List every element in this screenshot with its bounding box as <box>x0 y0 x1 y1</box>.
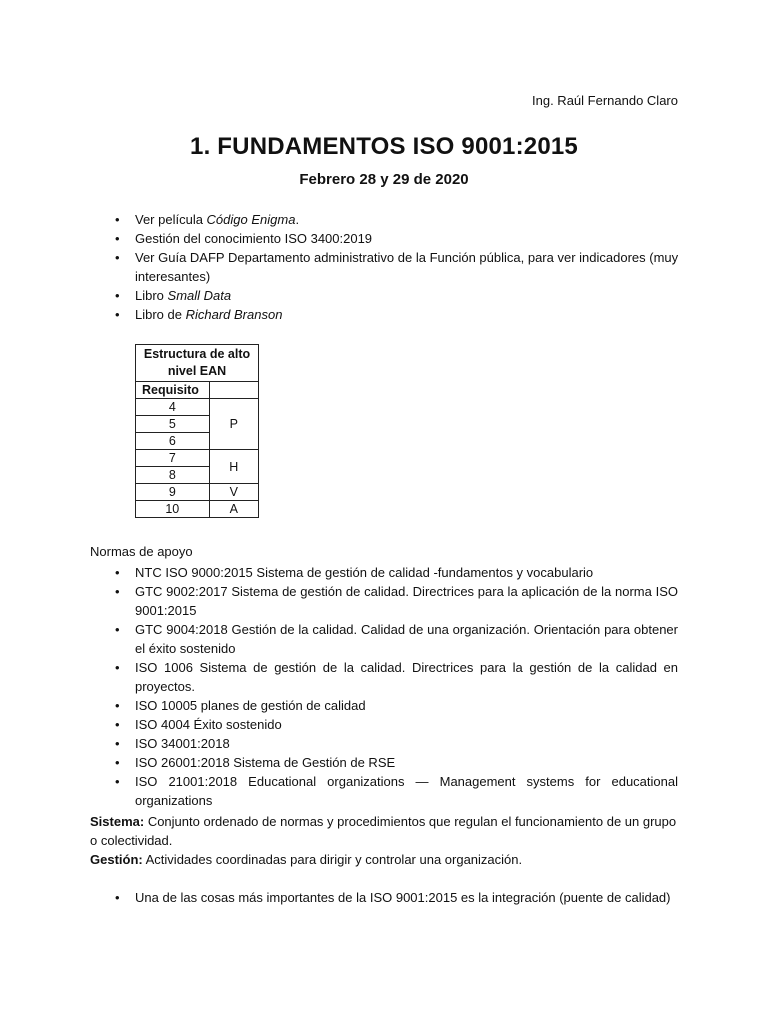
list-item: • Ver película Código Enigma. <box>90 210 680 229</box>
list-item: • GTC 9004:2018 Gestión de la calidad. Calidad de una organización. Orientación para obtener el éxito sostenido <box>90 620 678 658</box>
phase-cell: V <box>209 484 258 501</box>
phase-cell: H <box>209 450 258 484</box>
list-item: • Gestión del conocimiento ISO 3400:2019 <box>90 229 680 248</box>
ean-structure-table <box>135 344 259 518</box>
table-cell: 4 <box>136 399 210 416</box>
list-item: • NTC ISO 9000:2015 Sistema de gestión de calidad -fundamentos y vocabulario <box>90 563 678 582</box>
table-cell: 9 <box>136 484 210 501</box>
list-item: • ISO 34001:2018 <box>90 734 678 753</box>
table-header: Estructura de alto nivel EAN <box>136 345 259 382</box>
definitions <box>90 812 680 869</box>
requisito-label: Requisito <box>136 382 210 399</box>
list-item: • ISO 1006 Sistema de gestión de la calidad. Directrices para la gestión de la calidad en proyectos. <box>90 658 678 696</box>
list-item: • Libro de Richard Branson <box>90 305 680 324</box>
table-cell: 6 <box>136 433 210 450</box>
table-cell: 8 <box>136 467 210 484</box>
list-item: • Ver Guía DAFP Departamento administrativo de la Función pública, para ver indicadores (muy interesantes) <box>90 248 680 286</box>
page-title: 1. FUNDAMENTOS ISO 9001:2015 <box>190 133 578 160</box>
list-item: • ISO 10005 planes de gestión de calidad <box>90 696 678 715</box>
author-line: Ing. Raúl Fernando Claro <box>532 93 678 108</box>
intro-bullet-list <box>90 210 680 324</box>
table-cell: 7 <box>136 450 210 467</box>
list-item: • Una de las cosas más importantes de la ISO 9001:2015 es la integración (puente de calidad) <box>90 888 680 907</box>
list-item: • Libro Small Data <box>90 286 680 305</box>
table-cell: 5 <box>136 416 210 433</box>
list-item: • GTC 9002:2017 Sistema de gestión de calidad. Directrices para la aplicación de la norma ISO 9001:2015 <box>90 582 678 620</box>
list-item: • ISO 21001:2018 Educational organizations — Management systems for educational organizations <box>90 772 678 810</box>
phase-cell: P <box>209 399 258 450</box>
table-cell: 10 <box>136 501 210 518</box>
closing-bullet-list <box>90 888 680 907</box>
normas-bullet-list <box>90 563 678 810</box>
page-subtitle: Febrero 28 y 29 de 2020 <box>299 171 469 188</box>
list-item: • ISO 26001:2018 Sistema de Gestión de RSE <box>90 753 678 772</box>
definition-gestion: Gestión: Actividades coordinadas para dirigir y controlar una organización. <box>90 852 523 867</box>
list-item: • ISO 4004 Éxito sostenido <box>90 715 678 734</box>
section-label: Normas de apoyo <box>90 544 193 559</box>
definition-sistema: Sistema: Conjunto ordenado de normas y procedimientos que regulan el funcionamiento de un grupo o colectividad. <box>90 814 677 848</box>
phase-cell: A <box>209 501 258 518</box>
